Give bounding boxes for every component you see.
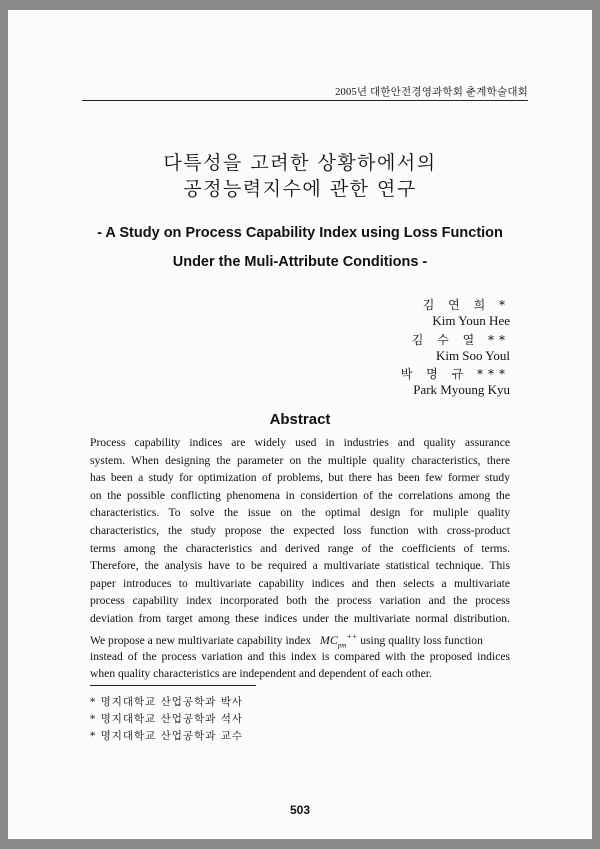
author-2-english-name: Kim Soo Youl — [435, 348, 510, 363]
formula-line-text-before: We propose a new multivariate capability index — [90, 633, 312, 647]
abstract-line: Process capability indices are widely used in industries and quality assurance — [90, 436, 510, 449]
footnote-2: * 명지대학교 산업공학과 석사 — [90, 713, 243, 725]
abstract-line: has been a study for optimization of problems, but there has been few former study — [90, 471, 510, 485]
abstract-line: characteristics. To solve the issue on the optimal design for muliple quality — [90, 506, 510, 520]
author-1-korean-name: 김 연 희 * — [422, 298, 510, 312]
abstract-line: instead of the process variation and this index is compared with the proposed indices — [90, 649, 510, 663]
author-3-english-name: Park Myoung Kyu — [413, 382, 510, 397]
formula-base: MC — [319, 632, 338, 647]
conference-header: 2005년 대한안전경영과학회 춘계학술대회 — [335, 87, 528, 98]
korean-title-line-2: 공정능력지수에 관한 연구 — [183, 178, 417, 200]
header-divider — [82, 100, 528, 101]
footnotes — [90, 694, 243, 745]
abstract-line: process capability index incorporated both the process variation and the process — [90, 594, 510, 608]
abstract-line: terms among the characteristics and derived range of the coefficients of terms. — [90, 541, 510, 555]
abstract-heading: Abstract — [269, 411, 331, 428]
formula-superscript: ++ — [346, 631, 358, 641]
author-2-korean-name: 김 수 열 ** — [411, 333, 510, 347]
formula-line-text-after: using quality loss function — [360, 633, 483, 647]
footnote-divider — [90, 685, 256, 686]
author-1-english-name: Kim Youn Hee — [432, 313, 510, 328]
abstract-line: paper introduces to multivariate capability indices and then selects a multivariate — [90, 576, 510, 590]
capability-index-formula — [320, 633, 357, 647]
abstract-line: system. When designing the parameter on the multiple quality characteristics, there — [90, 453, 510, 467]
abstract-body — [90, 434, 510, 683]
abstract-line: when quality characteristics are independent and dependent of each other. — [90, 667, 432, 681]
abstract-line: on the possible conflicting phenomena in considertion of the correlations among the — [90, 488, 510, 502]
abstract-line: Therefore, the analysis have to be required a multivariate statistical technique. This — [90, 559, 510, 573]
korean-title-line-1: 다특성을 고려한 상황하에서의 — [163, 152, 437, 174]
english-title-line-2: Under the Muli-Attribute Conditions - — [172, 254, 428, 270]
footnote-1: * 명지대학교 산업공학과 박사 — [90, 696, 243, 708]
page-number: 503 — [289, 803, 311, 817]
footnote-3: * 명지대학교 산업공학과 교수 — [90, 730, 243, 742]
abstract-formula-line — [90, 628, 510, 648]
abstract-line: deviation from target among these indices under the multivariate normal distribution. — [90, 611, 510, 625]
english-title-line-1: - A Study on Process Capability Index using Loss Function — [97, 225, 503, 241]
abstract-line: characteristics, the study propose the expected loss function with cross-product — [90, 523, 510, 537]
formula-subscript: pm — [337, 640, 347, 649]
author-3-korean-name: 박 명 규 *** — [400, 367, 510, 381]
